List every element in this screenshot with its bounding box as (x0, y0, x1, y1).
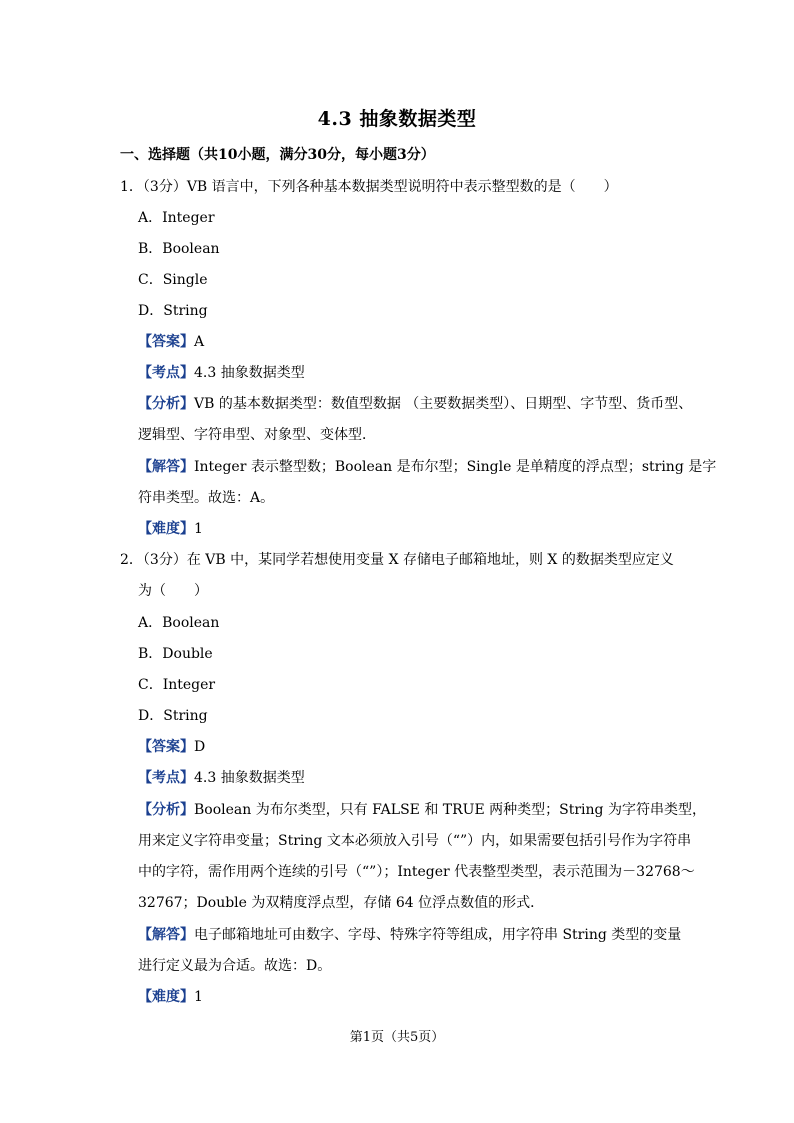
analysis-line: VB 的基本数据类型：数值型数据 （主要数据类型）、日期型、字节型、货币型、 (194, 396, 693, 412)
difficulty-tag: 【难度】 (138, 521, 194, 537)
solution-line: Integer 表示整型数；Boolean 是布尔型；Single 是单精度的浮点型；string 是字 (194, 459, 717, 475)
solution-line: 电子邮箱地址可由数字、字母、特殊字符等组成，用字符串 String 类型的变量 (194, 927, 682, 943)
solution-tag: 【解答】 (138, 459, 194, 475)
solution-line: 符串类型。故选：A。 (138, 490, 275, 506)
question-1-answer (138, 331, 204, 351)
difficulty-value: 1 (194, 989, 203, 1005)
analysis-line: 逻辑型、字符串型、对象型、变体型． (138, 427, 376, 443)
analysis-line: 中的字符，需作用两个连续的引号（“”）；Integer 代表整型类型，表示范围为－32768～ (138, 864, 695, 880)
question-1-option-b: B．Boolean (138, 241, 220, 257)
question-1-solution (138, 456, 716, 476)
question-2-option-b: B．Double (138, 646, 213, 662)
question-1-stem: 1．（3分）VB 语言中，下列各种基本数据类型说明符中表示整型数的是（ ） (120, 179, 618, 195)
question-2-stem-cont: 为（ ） (138, 583, 208, 599)
question-1-option-c: C．Single (138, 272, 208, 288)
answer-tag: 【答案】 (138, 334, 194, 350)
question-2-solution (138, 924, 681, 944)
point-value: 4.3 抽象数据类型 (194, 770, 305, 786)
answer-value: A (194, 334, 205, 350)
question-1-option-a: A．Integer (138, 210, 215, 226)
answer-tag: 【答案】 (138, 739, 194, 755)
analysis-line: 用来定义字符串变量；String 文本必须放入引号（“”）内，如果需要包括引号作为字符串 (138, 833, 692, 849)
question-1-analysis (138, 393, 692, 413)
analysis-line: Boolean 为布尔类型，只有 FALSE 和 TRUE 两种类型；String 为字符串类型， (194, 802, 706, 818)
difficulty-tag: 【难度】 (138, 989, 194, 1005)
solution-tag: 【解答】 (138, 927, 194, 943)
page-footer: 第1页（共5页） (349, 1030, 445, 1045)
question-1-difficulty (138, 518, 203, 538)
question-2-answer (138, 736, 205, 756)
answer-value: D (194, 739, 206, 755)
question-1-option-d: D．String (138, 303, 208, 319)
point-tag: 【考点】 (138, 770, 194, 786)
question-2-option-d: D．String (138, 708, 208, 724)
question-2-difficulty (138, 986, 203, 1006)
difficulty-value: 1 (194, 521, 203, 537)
question-1-point (138, 362, 305, 382)
question-2-option-a: A．Boolean (138, 615, 220, 631)
point-value: 4.3 抽象数据类型 (194, 365, 305, 381)
question-2-stem: 2．（3分）在 VB 中，某同学若想使用变量 X 存储电子邮箱地址，则 X 的数据类型应定义 (120, 552, 674, 568)
page-title: 4.3 抽象数据类型 (317, 108, 477, 130)
analysis-line: 32767；Double 为双精度浮点型，存储 64 位浮点数值的形式． (138, 895, 545, 911)
point-tag: 【考点】 (138, 365, 194, 381)
question-2-point (138, 767, 305, 787)
question-2-analysis (138, 799, 706, 819)
section-heading: 一、选择题（共10小题，满分30分，每小题3分） (120, 147, 435, 163)
analysis-tag: 【分析】 (138, 802, 194, 818)
solution-line: 进行定义最为合适。故选：D。 (138, 958, 332, 974)
analysis-tag: 【分析】 (138, 396, 194, 412)
question-2-option-c: C．Integer (138, 677, 216, 693)
